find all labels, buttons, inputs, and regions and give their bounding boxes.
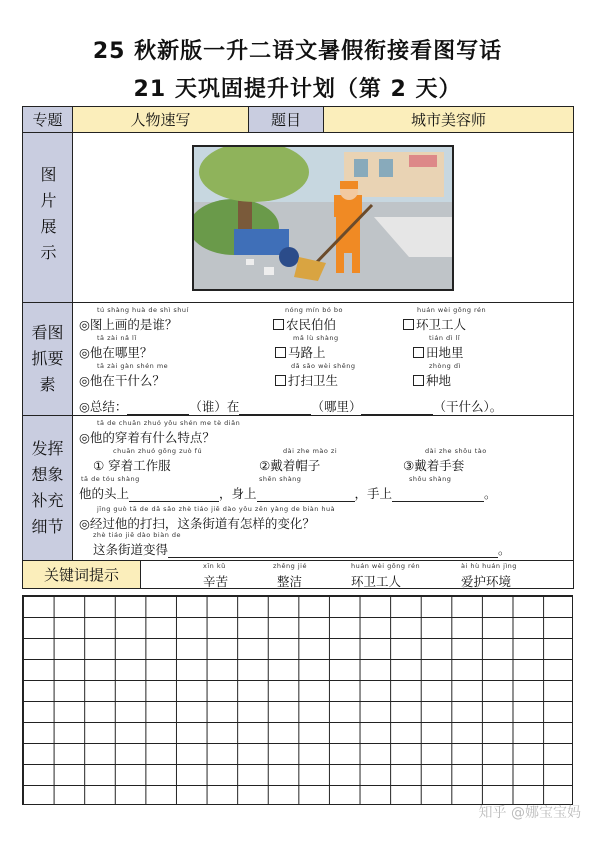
head-blank[interactable] [129,501,219,502]
page-title: 25 秋新版一升二语文暑假衔接看图写话 [92,39,503,64]
keyword-4: 爱护环境 [461,574,512,589]
answer-pinyin: zhè tiáo jiē dào biàn de [93,531,182,539]
picture-label: 图片展示 [38,165,57,270]
q2-question: ◎他在哪里？ [79,345,153,360]
worksheet-table [22,106,574,589]
q3-option-2-label: 种地 [426,373,452,388]
answer-prefix: 这条街道变得 [93,542,169,557]
summary-where-blank[interactable] [239,414,311,415]
checkbox[interactable] [273,319,284,330]
summary-who: （谁）在 [189,399,240,414]
summary-who-blank[interactable] [127,414,189,415]
keywords-cell [141,561,574,589]
kw2-pinyin: zhěng jié [273,562,307,570]
page-subtitle: 21 天巩固提升计划（第 2 天） [133,77,462,102]
expand-opt1-pinyin: chuān zhuó gōng zuò fú [113,447,203,455]
picture-cell [73,133,574,303]
expand-q1-pinyin: tā de chuān zhuó yǒu shén me tè diǎn [97,419,241,427]
checkbox[interactable] [413,347,424,358]
summary-what-blank[interactable] [361,414,433,415]
q3-question: ◎他在干什么？ [79,373,165,388]
expand-option-3: ③戴着手套 [403,458,465,473]
fill-end: 。 [484,486,497,501]
fill-head-pinyin: tā de tóu shàng [81,475,140,483]
q1-opt1-pinyin: nóng mín bó bo [285,306,344,314]
picture-label-cell [23,133,73,303]
watermark: 知乎 @娜宝宝妈 [478,805,581,821]
summary-prefix: ◎总结： [79,399,128,414]
kw1-pinyin: xīn kǔ [203,562,226,570]
expand-q1-question: ◎他的穿着有什么特点？ [79,430,215,445]
keyword-1: 辛苦 [203,574,229,589]
q1-option-2[interactable] [403,315,466,333]
grasp-label-line-2: 抓要 [31,349,64,368]
q3-option-2[interactable] [413,371,451,389]
fill-head: 他的头上 [79,486,130,501]
q2-opt1-pinyin: mǎ lù shàng [293,334,339,342]
q1-option-1-label: 农民伯伯 [286,317,337,332]
kw4-pinyin: ài hù huán jìng [461,562,517,570]
expand-label-line-1: 发挥 [31,439,64,458]
summary-what: （干什么）。 [433,399,503,414]
q3-opt1-pinyin: dǎ sǎo wèi shēng [291,362,356,370]
q2-pinyin: tā zài nǎ lǐ [97,334,137,342]
checkbox[interactable] [403,319,414,330]
expand-content [73,416,574,561]
expand-label-line-3: 补充 [31,491,64,510]
keywords-label: 关键词提示 [23,561,141,589]
q3-option-1[interactable] [275,371,338,389]
q2-option-2-label: 田地里 [426,345,464,360]
expand-opt3-pinyin: dài zhe shǒu tào [425,447,487,455]
topic-label: 专题 [23,107,73,133]
fill-hand-pinyin: shǒu shàng [409,475,452,483]
subject-value: 城市美容师 [324,107,574,133]
q1-question: ◎图上画的是谁？ [79,317,178,332]
grasp-label-line-1: 看图 [31,323,64,342]
expand-q2-pinyin: jīng guò tā de dǎ sǎo zhè tiáo jiē dào yǒu zěn yàng de biàn huà [97,505,336,513]
expand-option-2: ②戴着帽子 [259,458,321,473]
q1-opt2-pinyin: huán wèi gōng rén [417,306,487,314]
answer-end: 。 [498,542,511,557]
fill-body: ，身上 [219,486,257,501]
summary-where: （哪里） [311,399,362,414]
checkbox[interactable] [275,375,286,386]
topic-value: 人物速写 [73,107,249,133]
hand-blank[interactable] [392,501,484,502]
q1-option-2-label: 环卫工人 [416,317,467,332]
body-blank[interactable] [257,501,355,502]
q2-option-1-label: 马路上 [288,345,326,360]
checkbox[interactable] [275,347,286,358]
q3-option-1-label: 打扫卫生 [288,373,339,388]
grasp-label-line-3: 素 [39,375,56,394]
checkbox[interactable] [413,375,424,386]
kw3-pinyin: huán wèi gōng rén [351,562,421,570]
grasp-label-cell [23,303,73,416]
expand-opt2-pinyin: dài zhe mào zi [283,447,338,455]
answer-blank[interactable] [168,557,498,558]
expand-label-line-2: 想象 [31,465,64,484]
fill-body-pinyin: shēn shàng [259,475,302,483]
keyword-3: 环卫工人 [351,574,402,589]
q2-option-1[interactable] [275,343,326,361]
q3-pinyin: tā zài gàn shén me [97,362,169,370]
fill-hand: ，手上 [354,486,393,501]
q2-option-2[interactable] [413,343,464,361]
expand-label-cell [23,416,73,561]
expand-label-line-4: 细节 [31,517,64,536]
q2-opt2-pinyin: tián dì lǐ [429,334,461,342]
illustration-street-sweeper [192,145,454,291]
expand-q2-question: ◎经过他的打扫，这条街道有怎样的变化？ [79,516,315,531]
q1-option-1[interactable] [273,315,336,333]
q3-opt2-pinyin: zhòng dì [429,362,461,370]
expand-option-1: ① 穿着工作服 [93,458,171,473]
writing-grid[interactable] [22,595,573,805]
subject-label: 题目 [249,107,324,133]
q1-pinyin: tú shàng huà de shì shuí [97,306,189,314]
keyword-2: 整洁 [277,574,303,589]
grasp-content [73,303,574,416]
